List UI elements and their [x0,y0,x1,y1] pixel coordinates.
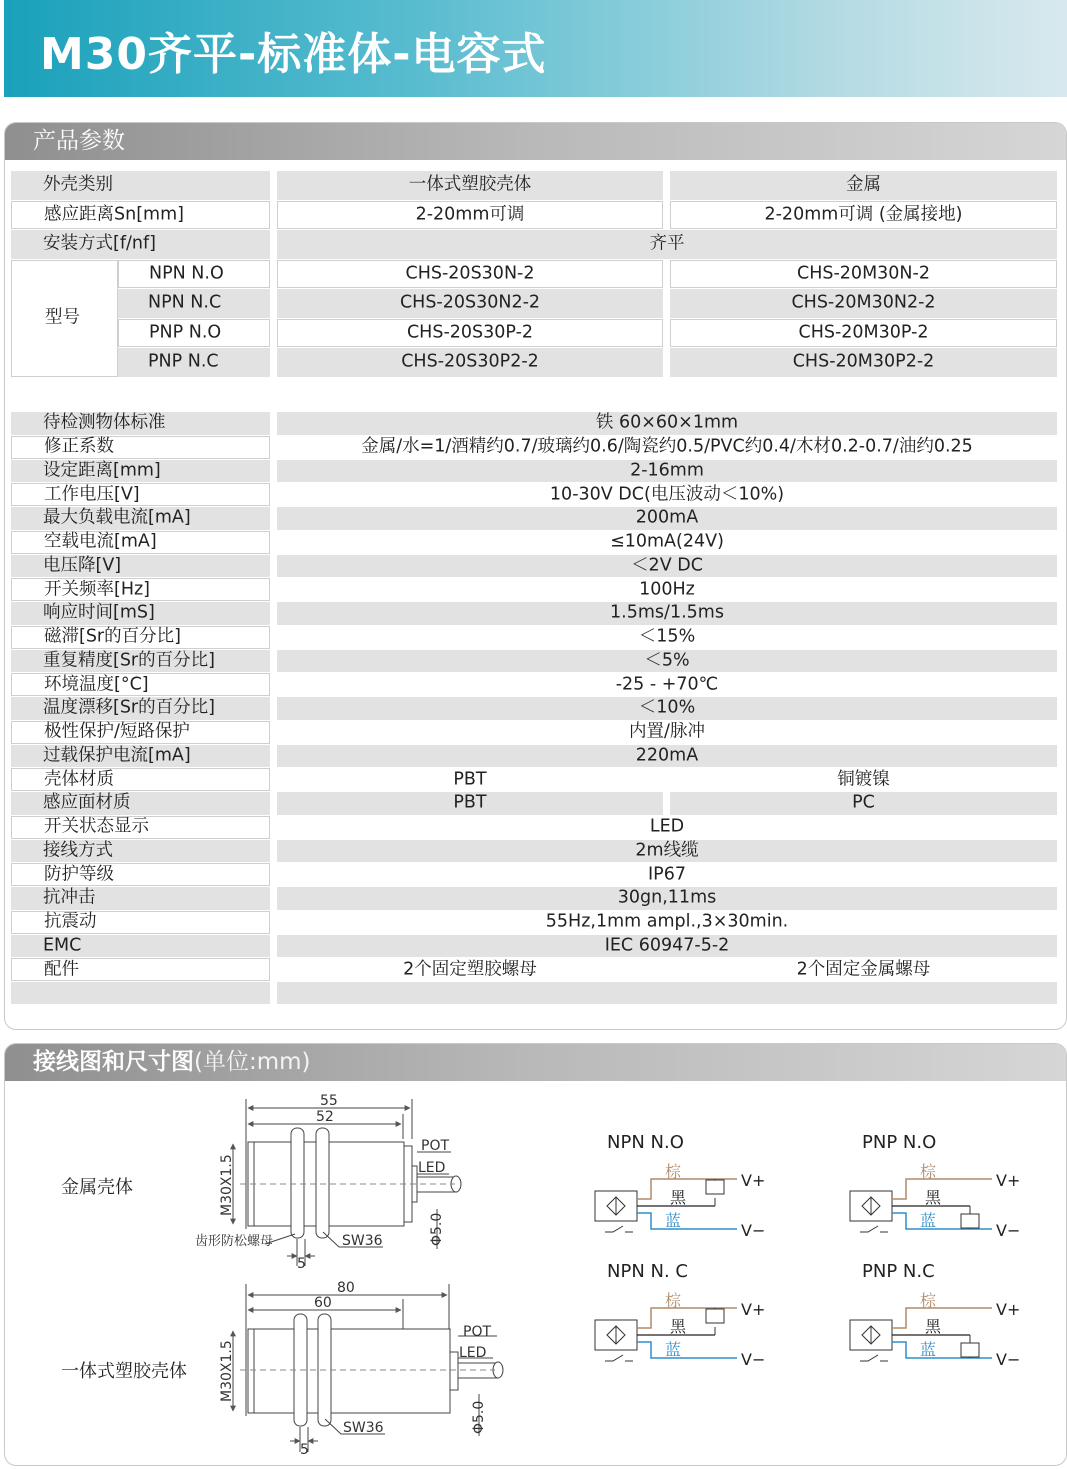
model-metal [670,319,1057,348]
spec-row-label [11,745,270,768]
spec-row-label-text: 磁滞[Sr的百分比] [44,626,181,647]
spec-card [4,122,1067,1030]
black-label: 黑 [925,1317,942,1336]
vminus-label: V− [741,1350,766,1369]
brown-wire [892,1308,992,1328]
spec-row-value [277,460,1057,483]
brown-label: 棕 [665,1291,682,1310]
circuit-diagram [850,1261,1020,1369]
plastic-dim-cable: Φ5.0 [471,1400,487,1434]
spec-footer-label [11,982,270,1004]
blue-label: 蓝 [920,1340,937,1359]
model-label-text: 型号 [45,307,80,328]
spec-row-plastic-text: 2个固定塑胶螺母 [403,958,537,979]
spec-row-value-text: IEC 60947-5-2 [604,935,730,956]
plastic-housing-label: 一体式塑胶壳体 [61,1361,187,1382]
brown-label: 棕 [920,1162,937,1181]
spec-row-value-text: 铁 60×60×1mm [595,412,739,433]
spec-row-label-text: 电压降[V] [43,555,122,576]
spec-row-metal-text: 铜镀镍 [837,768,890,789]
spec-row-label [11,721,270,744]
vplus-label: V+ [996,1171,1021,1190]
plastic-dim-pot: POT [463,1324,492,1340]
model-metal-text: CHS-20M30P-2 [798,322,929,342]
spec-row-label [11,436,270,459]
spec-row-label [11,816,270,839]
spec-row-value [277,697,1057,720]
spec-row-label-text: 接线方式 [43,840,113,861]
metal-dim-thread-spec: M30X1.5 [219,1154,235,1216]
spec-row-value [277,436,1057,459]
spec-row-label [11,412,270,435]
plastic-dim-thread-spec: M30X1.5 [219,1340,235,1402]
spec-heading: 产品参数 [5,123,1066,160]
plastic-dim-wrench: SW36 [343,1420,384,1436]
spec-row-value [277,626,1057,649]
spec-row-label-text: 抗震动 [44,911,97,932]
spec-row-value-text: 220mA [635,745,699,766]
load-symbol [706,1180,724,1194]
spec-row-value-text: ＜5% [644,650,690,671]
spec-row-value-text: 2-16mm [630,460,704,481]
spec-row-label-text: EMC [43,935,82,956]
plastic-dim-total: 80 [337,1280,355,1296]
vminus-label: V− [996,1350,1021,1369]
spec-row-value-text: ＜10% [638,697,696,718]
model-type [118,348,270,377]
model-plastic-text: CHS-20S30P2-2 [401,351,539,372]
spec-row-label [11,840,270,863]
spec-row-value [277,863,1057,886]
spec-row-value [277,673,1057,696]
brown-wire [892,1179,992,1199]
spec-row-plastic [277,768,663,791]
spec-value-metal [670,171,1057,200]
spec-row-value-text: IP67 [648,863,686,884]
model-plastic [277,260,663,289]
spec-label [11,171,270,200]
black-label: 黑 [925,1188,942,1207]
load-symbol [706,1309,724,1323]
spec-row-label [11,555,270,578]
spec-row-value [277,578,1057,601]
model-type [118,319,270,348]
spec-row-label-text: 配件 [44,958,79,979]
model-type-text: NPN N.O [149,263,224,283]
spec-row-value [277,483,1057,506]
spec-row-value-text: 30gn,11ms [617,887,717,908]
spec-row-value [277,531,1057,554]
circuit-diagram [595,1132,765,1240]
vplus-label: V+ [741,1300,766,1319]
spec-row-label [11,887,270,910]
model-metal [670,289,1057,318]
spec-row-value [277,935,1057,958]
metal-dim-nut: 齿形防松螺母 [195,1234,274,1249]
spec-row-value [277,650,1057,673]
spec-row-label [11,697,270,720]
spec-row-value [277,816,1057,839]
circuit-title: PNP N.C [862,1261,935,1282]
spec-row-label-text: 抗冲击 [43,887,96,908]
black-label: 黑 [670,1188,687,1207]
vminus-label: V− [996,1221,1021,1240]
spec-row-label [11,650,270,673]
spec-row-value-text: 内置/脉冲 [629,721,705,742]
circuit-title: NPN N.O [607,1132,684,1153]
metal-dim-wrench: SW36 [342,1233,383,1249]
wiring-card [4,1043,1067,1466]
circuit-diagram [850,1132,1020,1240]
spec-row-value-text: 200mA [635,507,699,528]
wiring-heading-text: 接线图和尺寸图 [33,1049,194,1075]
spec-row-label [11,935,270,958]
model-label [11,260,118,377]
spec-label [11,201,270,230]
spec-row-metal [670,792,1057,815]
wiring-circuits [595,1132,1020,1369]
spec-row-label [11,531,270,554]
spec-row-value-text: 55Hz,1mm ampl.,3×30min. [545,911,789,932]
spec-row-label [11,483,270,506]
spec-row-value-text: -25 - +70℃ [615,673,719,694]
spec-row-label [11,768,270,791]
spec-row-label-text: 设定距离[mm] [43,460,161,481]
model-plastic-text: CHS-20S30N2-2 [399,292,541,313]
metal-dim-total: 55 [320,1093,338,1109]
spec-value-plastic-text: 2-20mm可调 [415,204,525,224]
spec-row-label [11,958,270,981]
spec-row-label [11,911,270,934]
spec-row-label-text: 响应时间[mS] [43,602,155,623]
spec-row-value [277,911,1057,934]
model-type-text: NPN N.C [148,292,222,313]
model-plastic-text: CHS-20S30N-2 [405,263,535,283]
spec-table [5,123,1066,1029]
spec-value-plastic-text: 一体式塑胶壳体 [408,174,532,195]
wiring-heading-unit: (单位:mm) [194,1049,311,1075]
spec-row-value-text: 金属/水=1/酒精约0.7/玻璃约0.6/陶瓷约0.5/PVC约0.4/木材0.2-0.7/油约0.25 [361,436,973,457]
spec-row-label [11,602,270,625]
spec-row-plastic [277,792,663,815]
vplus-label: V+ [741,1171,766,1190]
spec-row-label-text: 待检测物体标准 [43,412,166,433]
spec-row-value-text: ＜2V DC [631,555,703,576]
spec-row-metal-text: PC [852,792,875,813]
model-plastic [277,289,663,318]
spec-row-label-text: 过载保护电流[mA] [43,745,191,766]
black-label: 黑 [670,1317,687,1336]
spec-row-metal [670,958,1057,981]
vminus-label: V− [741,1221,766,1240]
spec-footer-value [277,982,1057,1004]
spec-value-metal-text: 金属 [846,174,881,195]
plastic-dim-led: LED [459,1345,487,1361]
spec-row-label-text: 壳体材质 [44,768,114,789]
spec-row-label [11,507,270,530]
spec-row-value [277,555,1057,578]
spec-value-plastic [277,201,663,230]
circuit-title: NPN N. C [607,1261,688,1282]
plastic-dim-gap: 5 [300,1442,309,1458]
brown-label: 棕 [665,1162,682,1181]
title-banner [4,0,1067,97]
plastic-dim-thread: 60 [314,1295,332,1311]
spec-row-label-text: 修正系数 [44,436,114,457]
spec-row-label [11,460,270,483]
spec-row-label [11,626,270,649]
spec-row-value [277,412,1057,435]
metal-dim-gap: 5 [297,1256,306,1272]
spec-row-value [277,721,1057,744]
model-metal [670,348,1057,377]
model-plastic [277,348,663,377]
spec-row-metal-text: 2个固定金属螺母 [796,958,931,979]
spec-row-value [277,887,1057,910]
spec-row-label [11,673,270,696]
model-type [118,260,270,289]
model-metal-text: CHS-20M30P2-2 [792,351,935,372]
metal-dim-pot: POT [421,1138,450,1154]
blue-label: 蓝 [665,1340,682,1359]
spec-row-value-text: ≤10mA(24V) [610,531,724,552]
spec-row-value-text: 10-30V DC(电压波动＜10%) [549,483,785,504]
load-symbol [961,1343,979,1357]
spec-row-label-text: 最大负载电流[mA] [43,507,191,528]
spec-row-label [11,792,270,815]
blue-label: 蓝 [920,1211,937,1230]
spec-row-value-text: 2m线缆 [635,840,699,861]
spec-row-label-text: 重复精度[Sr的百分比] [43,650,215,671]
model-type [118,289,270,318]
spec-row-value-text: LED [649,816,685,837]
circuit-title: PNP N.O [862,1132,937,1153]
vplus-label: V+ [996,1300,1021,1319]
page-title: M30齐平-标准体-电容式 [40,29,547,80]
spec-value-text: 齐平 [649,233,685,254]
spec-value-metal-text: 2-20mm可调 (金属接地) [764,204,963,224]
spec-row-value-text: ＜15% [638,626,696,647]
spec-label-text: 外壳类别 [43,174,113,195]
model-plastic [277,319,663,348]
model-type-text: PNP N.C [148,351,219,372]
spec-row-label-text: 环境温度[°C] [44,673,149,694]
spec-row-label-text: 极性保护/短路保护 [44,721,190,742]
spec-row-plastic-text: PBT [453,792,487,813]
spec-row-label-text: 防护等级 [44,863,114,884]
metal-dim-cable: Φ5.0 [429,1212,445,1246]
spec-row-label-text: 感应面材质 [43,792,131,813]
blue-wire [637,1213,737,1229]
circuit-diagram [595,1261,765,1369]
brown-label: 棕 [920,1291,937,1310]
spec-row-value-text: 100Hz [639,578,695,599]
spec-row-label [11,578,270,601]
spec-value-metal [670,201,1057,230]
spec-label [11,230,270,259]
spec-row-metal [670,768,1057,791]
spec-row-label-text: 工作电压[V] [44,483,140,504]
spec-row-label-text: 温度漂移[Sr的百分比] [43,697,215,718]
spec-row-value-text: 1.5ms/1.5ms [610,602,724,623]
model-plastic-text: CHS-20S30P-2 [406,322,534,342]
blue-wire [637,1342,737,1358]
spec-value [277,230,1057,259]
spec-row-label-text: 开关状态显示 [44,816,149,837]
spec-label-text: 感应距离Sn[mm] [44,204,184,224]
metal-dim-led: LED [418,1160,446,1176]
wiring-diagrams [5,1044,1066,1465]
spec-row-plastic-text: PBT [453,768,487,789]
metal-housing-label: 金属壳体 [61,1177,133,1198]
spec-row-value [277,745,1057,768]
model-metal-text: CHS-20M30N2-2 [791,292,936,313]
model-metal-text: CHS-20M30N-2 [797,263,930,283]
spec-row-value [277,840,1057,863]
metal-dim-thread: 52 [316,1109,334,1125]
spec-row-label-text: 空载电流[mA] [44,531,157,552]
spec-row-label-text: 开关频率[Hz] [44,578,150,599]
model-metal [670,260,1057,289]
spec-row-plastic [277,958,663,981]
spec-label-text: 安装方式[f/nf] [43,233,156,254]
blue-label: 蓝 [665,1211,682,1230]
model-type-text: PNP N.O [149,322,222,342]
spec-row-value [277,602,1057,625]
spec-value-plastic [277,171,663,200]
load-symbol [961,1214,979,1228]
spec-row-value [277,507,1057,530]
spec-row-label [11,863,270,886]
